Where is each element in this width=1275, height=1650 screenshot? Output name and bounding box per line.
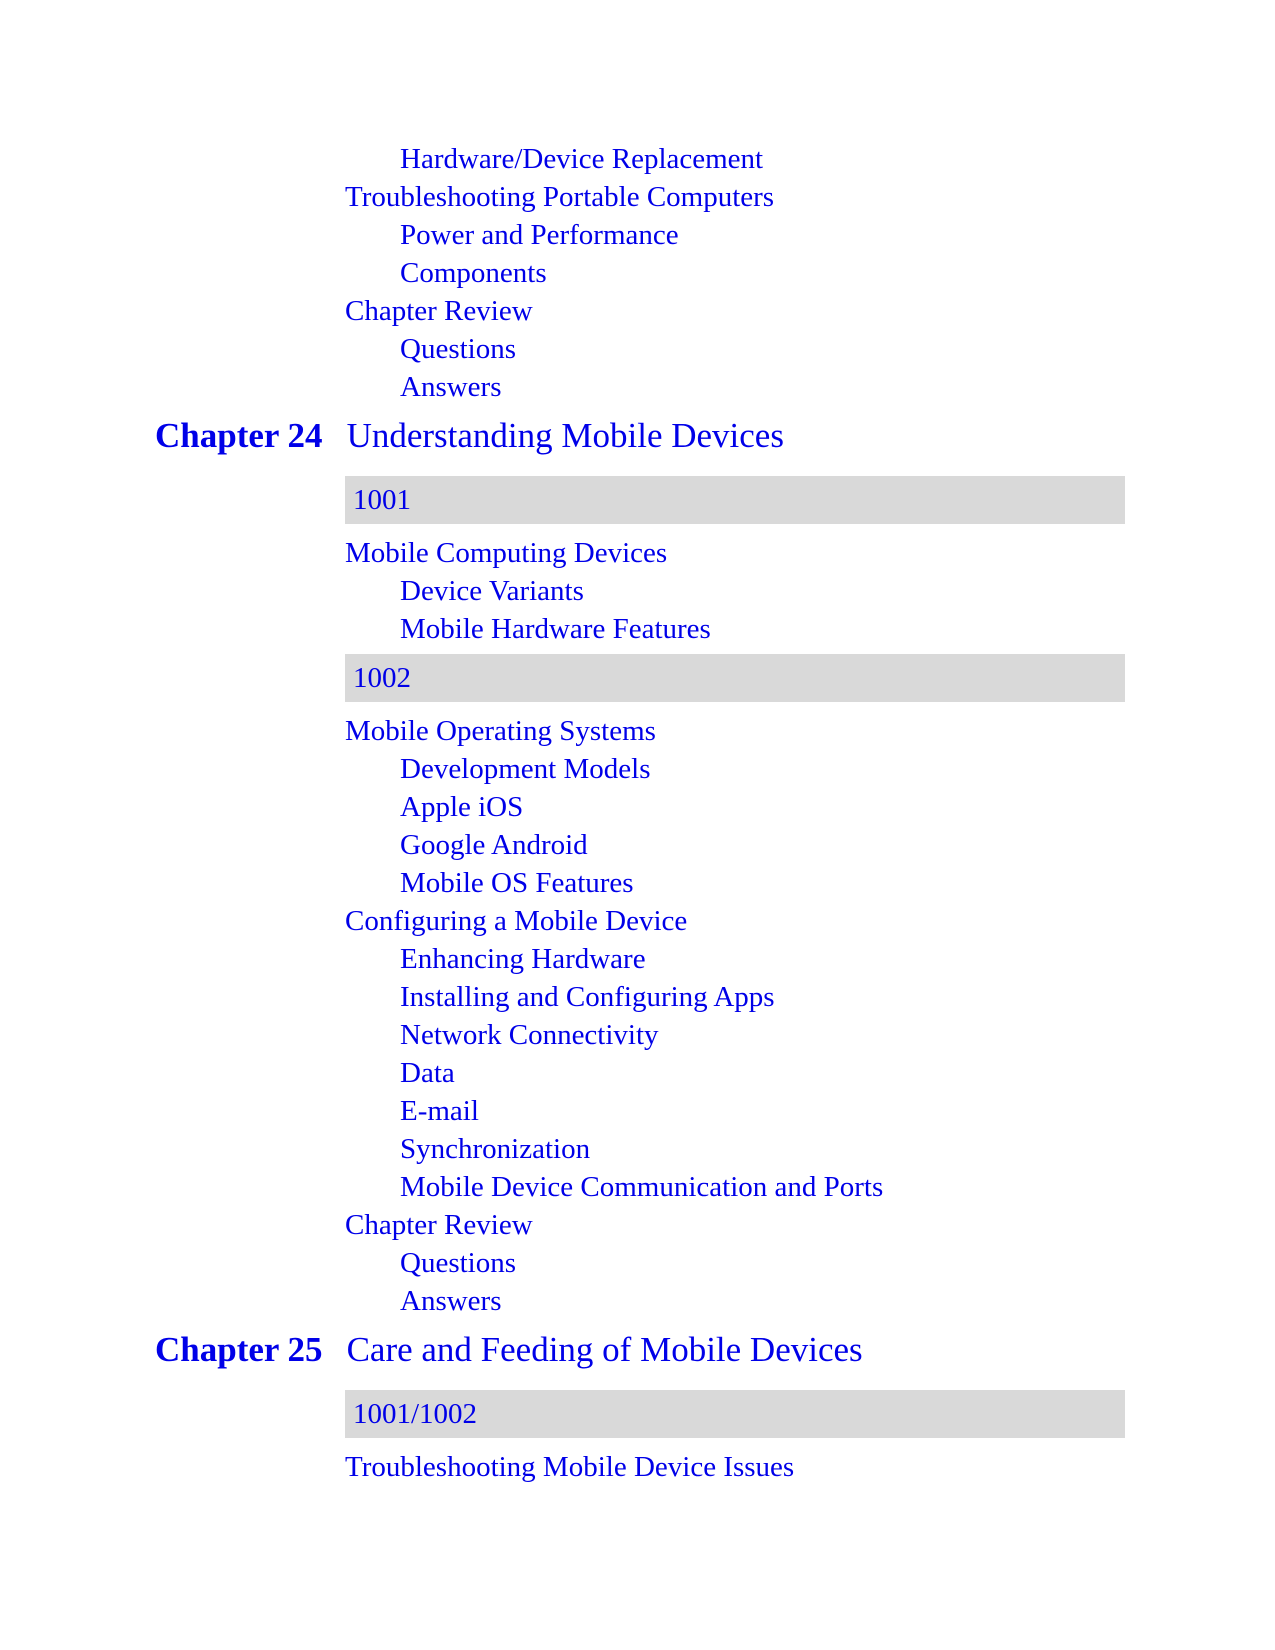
toc-entry-link[interactable]: Answers bbox=[400, 1285, 502, 1317]
toc-entry-link[interactable]: Configuring a Mobile Device bbox=[345, 905, 688, 937]
toc-entry-link[interactable]: Development Models bbox=[400, 753, 651, 785]
chapter-number-link[interactable]: Chapter 24 bbox=[155, 416, 323, 455]
toc-entry-link[interactable]: Mobile Hardware Features bbox=[400, 613, 711, 645]
toc-entry-link[interactable]: Mobile OS Features bbox=[400, 867, 634, 899]
toc-entry-link[interactable]: Installing and Configuring Apps bbox=[400, 981, 775, 1013]
toc-entry bbox=[345, 292, 1275, 330]
toc-entry-link[interactable]: Troubleshooting Mobile Device Issues bbox=[345, 1451, 795, 1483]
toc-entry bbox=[400, 788, 1275, 826]
toc-entry bbox=[400, 216, 1275, 254]
exam-objective-banner bbox=[345, 1390, 1125, 1438]
toc-entry-link[interactable]: Chapter Review bbox=[345, 1209, 533, 1241]
toc-entry bbox=[400, 140, 1275, 178]
toc-entry bbox=[400, 1168, 1275, 1206]
toc-entry bbox=[400, 978, 1275, 1016]
toc-entry-link[interactable]: Questions bbox=[400, 1247, 516, 1279]
toc-entry-link[interactable]: Synchronization bbox=[400, 1133, 591, 1165]
toc-entry bbox=[400, 1282, 1275, 1320]
toc-entry-link[interactable]: Google Android bbox=[400, 829, 588, 861]
toc-entry bbox=[400, 368, 1275, 406]
toc-entry bbox=[400, 750, 1275, 788]
toc-entry bbox=[345, 1206, 1275, 1244]
toc-entry bbox=[345, 534, 1275, 572]
toc-entry-link[interactable]: Device Variants bbox=[400, 575, 584, 607]
chapter-title-link[interactable]: Understanding Mobile Devices bbox=[346, 416, 784, 455]
toc-entry bbox=[400, 1130, 1275, 1168]
toc-entry-link[interactable]: Network Connectivity bbox=[400, 1019, 659, 1051]
exam-objective-banner bbox=[345, 654, 1125, 702]
exam-objective-link[interactable]: 1001 bbox=[353, 483, 411, 516]
toc-entry-link[interactable]: Hardware/Device Replacement bbox=[400, 143, 764, 175]
toc-entry-link[interactable]: Chapter Review bbox=[345, 295, 533, 327]
toc-entry-link[interactable]: Apple iOS bbox=[400, 791, 524, 823]
toc-entry-link[interactable]: Power and Performance bbox=[400, 219, 679, 251]
chapter-heading bbox=[0, 414, 1275, 458]
toc-entry bbox=[400, 330, 1275, 368]
toc-entry-link[interactable]: Answers bbox=[400, 371, 502, 403]
toc-entry-link[interactable]: Data bbox=[400, 1057, 455, 1089]
toc-entry-link[interactable]: Troubleshooting Portable Computers bbox=[345, 181, 775, 213]
toc-entry bbox=[400, 1244, 1275, 1282]
toc-entry-link[interactable]: Questions bbox=[400, 333, 516, 365]
toc-entry bbox=[345, 1448, 1275, 1486]
chapter-heading bbox=[0, 1328, 1275, 1372]
toc-entry-link[interactable]: E-mail bbox=[400, 1095, 479, 1127]
exam-objective-link[interactable]: 1001/1002 bbox=[353, 1397, 478, 1430]
toc-entry-link[interactable]: Mobile Computing Devices bbox=[345, 537, 668, 569]
toc-entry-link[interactable]: Components bbox=[400, 257, 547, 289]
toc-entry bbox=[400, 610, 1275, 648]
toc-entry bbox=[400, 1054, 1275, 1092]
toc-entry bbox=[400, 1016, 1275, 1054]
toc-entry bbox=[345, 712, 1275, 750]
chapter-number-link[interactable]: Chapter 25 bbox=[155, 1330, 323, 1369]
toc-entry bbox=[400, 254, 1275, 292]
toc-entry-link[interactable]: Mobile Device Communication and Ports bbox=[400, 1171, 884, 1203]
chapter-title-link[interactable]: Care and Feeding of Mobile Devices bbox=[346, 1330, 863, 1369]
exam-objective-link[interactable]: 1002 bbox=[353, 661, 411, 694]
exam-objective-banner bbox=[345, 476, 1125, 524]
toc-entry bbox=[345, 902, 1275, 940]
toc-entry bbox=[400, 572, 1275, 610]
toc-entry bbox=[400, 864, 1275, 902]
toc-entry bbox=[400, 826, 1275, 864]
toc-entry-link[interactable]: Enhancing Hardware bbox=[400, 943, 646, 975]
toc-entry-link[interactable]: Mobile Operating Systems bbox=[345, 715, 656, 747]
toc-entry bbox=[400, 1092, 1275, 1130]
toc-entry bbox=[345, 178, 1275, 216]
toc-entry bbox=[400, 940, 1275, 978]
